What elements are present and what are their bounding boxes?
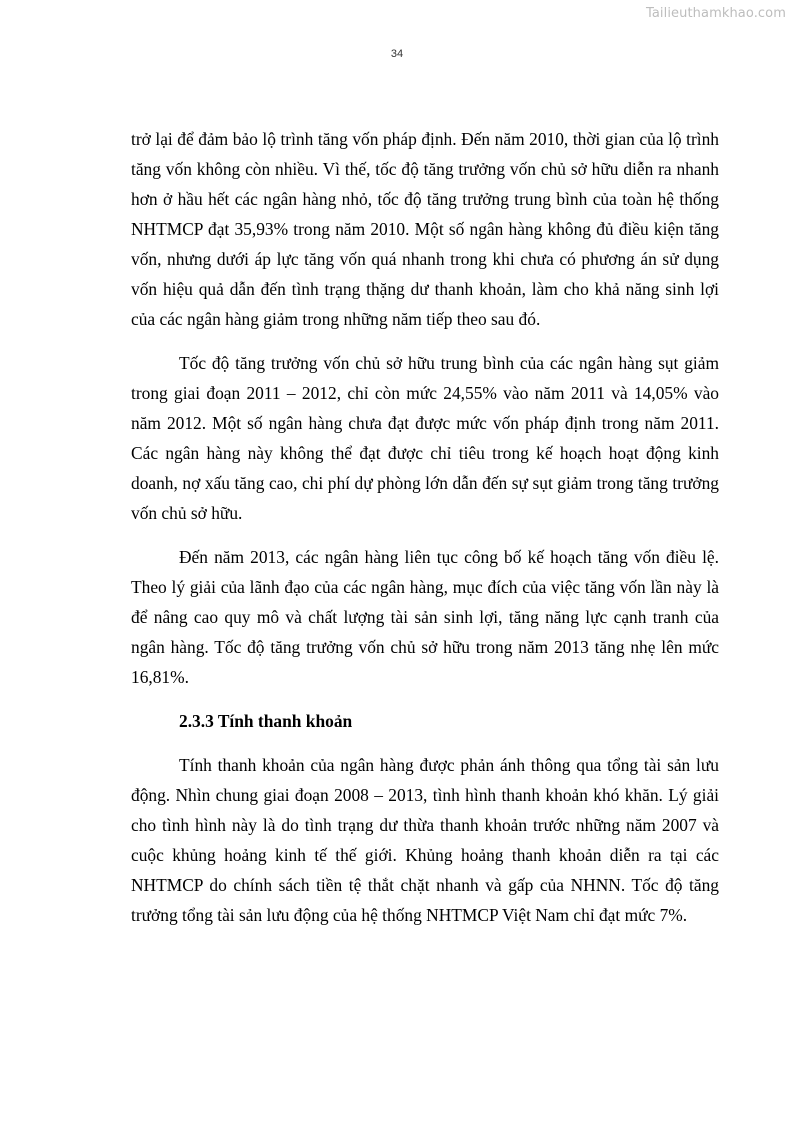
paragraph: Tốc độ tăng trưởng vốn chủ sở hữu trung bình của các ngân hàng sụt giảm trong giai đoạn 2011 – 2012, chỉ còn mức 24,55% vào năm 2011 và 14,05% vào năm 2012. Một số ngân hàng chưa đạt được mức vốn pháp định trong năm 2011. Các ngân hàng này không thể đạt được chỉ tiêu trong kế hoạch hoạt động kinh doanh, nợ xấu tăng cao, chi phí dự phòng lớn dẫn đến sự sụt giảm trong tăng trưởng vốn chủ sở hữu. — [131, 353, 719, 523]
page-number: 34 — [390, 48, 404, 60]
paragraph: Tính thanh khoản của ngân hàng được phản ánh thông qua tổng tài sản lưu động. Nhìn chung giai đoạn 2008 – 2013, tình hình thanh khoản khó khăn. Lý giải cho tình hình này là do tình trạng dư thừa thanh khoản trước những năm 2007 và cuộc khủng hoảng kinh tế thế giới. Khủng hoảng thanh khoản diễn ra tại các NHTMCP do chính sách tiền tệ thắt chặt nhanh và gấp của NHNN. Tốc độ tăng trưởng tổng tài sản lưu động của hệ thống NHTMCP Việt Nam chỉ đạt mức 7%. — [131, 755, 719, 925]
paragraph-continued: trở lại để đảm bảo lộ trình tăng vốn pháp định. Đến năm 2010, thời gian của lộ trình tăng vốn không còn nhiều. Vì thế, tốc độ tăng trưởng vốn chủ sở hữu diễn ra nhanh hơn ở hầu hết các ngân hàng nhỏ, tốc độ tăng trưởng trung bình của toàn hệ thống NHTMCP đạt 35,93% trong năm 2010. Một số ngân hàng không đủ điều kiện tăng vốn, nhưng dưới áp lực tăng vốn quá nhanh trong khi chưa có phương án sử dụng vốn hiệu quả dẫn đến tình trạng thặng dư thanh khoản, làm cho khả năng sinh lợi của các ngân hàng giảm trong những năm tiếp theo sau đó. — [131, 129, 719, 329]
paragraph: Đến năm 2013, các ngân hàng liên tục công bố kế hoạch tăng vốn điều lệ. Theo lý giải của lãnh đạo của các ngân hàng, mục đích của việc tăng vốn lần này là để nâng cao quy mô và chất lượng tài sản sinh lợi, tăng năng lực cạnh tranh của ngân hàng. Tốc độ tăng trưởng vốn chủ sở hữu trong năm 2013 tăng nhẹ lên mức 16,81%. — [131, 547, 719, 687]
watermark: Tailieuthamkhao.com — [645, 6, 786, 21]
document-body — [131, 124, 719, 944]
section-heading: 2.3.3 Tính thanh khoản — [179, 711, 353, 731]
